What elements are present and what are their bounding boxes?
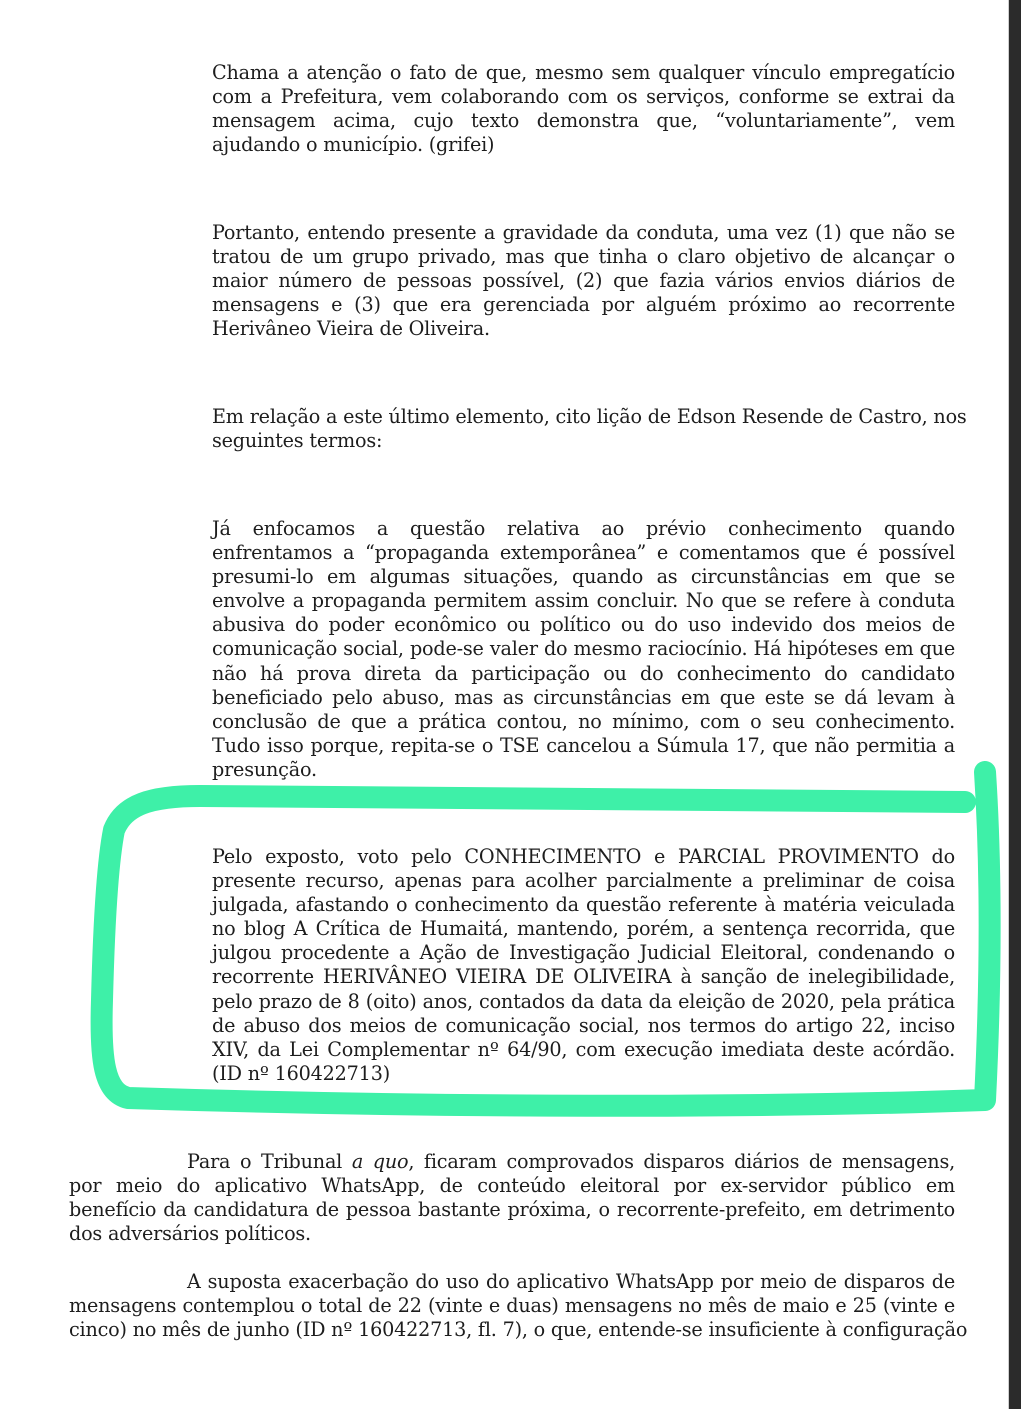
text-line: recorrente HERIVÂNEO VIEIRA DE OLIVEIRA à sanção de inelegibilidade,: [212, 965, 955, 989]
text-line: Já enfocamos a questão relativa ao prévio conhecimento quando: [212, 517, 955, 540]
text-line: no blog A Crítica de Humaitá, mantendo, porém, a sentença recorrida, que: [212, 917, 955, 941]
text-line: abusiva do poder econômico ou político ou do uso indevido dos meios de: [212, 613, 955, 637]
text-line: pelo prazo de 8 (oito) anos, contados da data da eleição de 2020, pela prática: [212, 989, 955, 1013]
text-line: não há prova direta da participação ou do conhecimento do candidato: [212, 661, 955, 685]
text-line: (ID nº 160422713): [212, 1061, 390, 1085]
text-line: Pelo exposto, voto pelo CONHECIMENTO e PARCIAL PROVIMENTO do: [212, 845, 955, 868]
text-line: beneficiado pelo abuso, mas as circunstâncias em que este se dá levam à: [212, 685, 955, 709]
text-line: Em relação a este último elemento, cito lição de Edson Resende de Castro, nos: [212, 405, 967, 428]
paragraph-tribunal-a-quo: [69, 1150, 955, 1246]
text-line: tratou de um grupo privado, mas que tinha o claro objetivo de alcançar o: [212, 245, 955, 269]
text-line: Herivâneo Vieira de Oliveira.: [212, 317, 490, 341]
text-line: ajudando o município. (grifei): [212, 133, 495, 157]
text-line: benefício da candidatura de pessoa bastante próxima, o recorrente-prefeito, em detrimento: [69, 1198, 955, 1222]
text-line: julgou procedente a Ação de Investigação Judicial Eleitoral, condenando o: [212, 941, 955, 965]
paragraph-employment-link: [212, 61, 955, 157]
text-line: mensagem acima, cujo texto demonstra que, “voluntariamente”, vem: [212, 109, 955, 133]
italic-term: a quo: [351, 1150, 409, 1173]
text-line: comunicação social, pode-se valer do mesmo raciocínio. Há hipóteses em que: [212, 637, 955, 661]
text-line: Chama a atenção o fato de que, mesmo sem qualquer vínculo empregatício: [212, 61, 955, 84]
text-line: dos adversários políticos.: [69, 1222, 311, 1246]
text-line: com a Prefeitura, vem colaborando com os serviços, conforme se extrai da: [212, 85, 955, 109]
paragraph-vote-decision: [212, 845, 955, 1086]
paragraph-whatsapp-messages: [69, 1270, 968, 1342]
text-line: seguintes termos:: [212, 429, 383, 453]
text-line: cinco) no mês de junho (ID nº 160422713, fl. 7), o que, entende-se insuficiente à configuração: [69, 1318, 968, 1342]
text-line: mensagens contemplou o total de 22 (vinte e duas) mensagens no mês de maio e 25 (vinte e: [69, 1294, 955, 1318]
text-line: envolve a propaganda permitem assim concluir. No que se refere à conduta: [212, 589, 955, 613]
text-line: Portanto, entendo presente a gravidade da conduta, uma vez (1) que não se: [212, 221, 955, 244]
text-line: por meio do aplicativo WhatsApp, de conteúdo eleitoral por ex-servidor público em: [69, 1174, 955, 1198]
text-line: conclusão de que a prática contou, no mínimo, com o seu conhecimento.: [212, 709, 955, 733]
paragraph-conduct-gravity: [212, 221, 955, 341]
text-line: XIV, da Lei Complementar nº 64/90, com execução imediata deste acórdão.: [212, 1037, 955, 1061]
text-line: [69, 1150, 955, 1174]
paragraph-quoted-doctrine: [212, 517, 955, 782]
text-line: mensagens e (3) que era gerenciada por alguém próximo ao recorrente: [212, 293, 955, 317]
text-line: julgada, afastando o conhecimento da questão referente à matéria veiculada: [212, 893, 955, 917]
text-line: presumi-lo em algumas situações, quando as circunstâncias em que se: [212, 565, 955, 589]
paragraph-citation-intro: [212, 405, 967, 453]
text-span: Para o Tribunal: [187, 1150, 352, 1173]
text-line: presunção.: [212, 757, 317, 781]
text-line: enfrentamos a “propaganda extemporânea” e comentamos que é possível: [212, 541, 955, 565]
text-line: Tudo isso porque, repita-se o TSE cancelou a Súmula 17, que não permitia a: [212, 733, 955, 757]
text-line: maior número de pessoas possível, (2) que fazia vários envios diários de: [212, 269, 955, 293]
text-line: presente recurso, apenas para acolher parcialmente a preliminar de coisa: [212, 869, 955, 893]
text-line: de abuso dos meios de comunicação social, nos termos do artigo 22, inciso: [212, 1013, 955, 1037]
text-span: , ficaram comprovados disparos diários de mensagens,: [408, 1150, 955, 1173]
text-line: A suposta exacerbação do uso do aplicativo WhatsApp por meio de disparos de: [187, 1270, 955, 1293]
